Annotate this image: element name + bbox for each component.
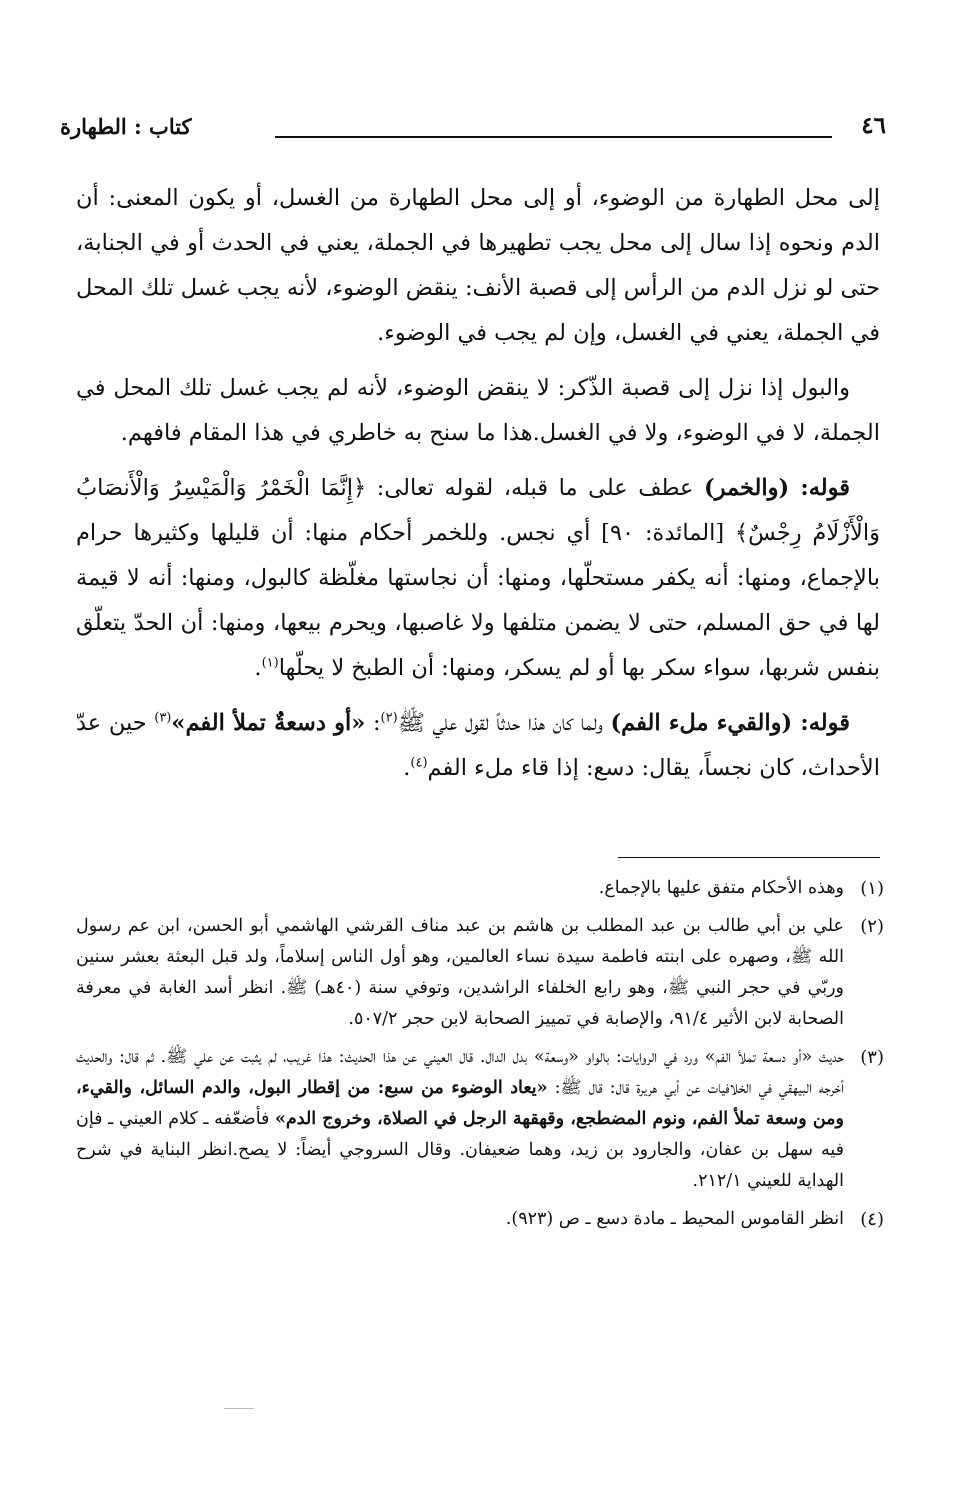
footnote-number: (٣) — [860, 1047, 884, 1068]
footnotes — [76, 873, 884, 1242]
scan-mark — [224, 1408, 254, 1409]
hadith-quote: «أو دسعةٌ تملأ الفم» — [171, 710, 366, 736]
footnote-ref[interactable]: (٢) — [380, 710, 398, 726]
footnote-text: وهذه الأحكام متفق عليها بالإجماع. — [598, 878, 844, 898]
footnote-4 — [76, 1204, 884, 1235]
hadith-quote: «يعاد الوضوء من سبع: من إقطار البول، والدم السائل، والقيء، ومن وسعة تملأ الفم، ونوم المضطجع، وقهقهة الرجل في الصلاة، وخروج الدم» — [76, 1078, 844, 1129]
footnote-text-part: حديث «أو دسعة تملأ الفم» ورد في الروايات: بالواو «وسعة» بدل الدال. قال العيني عن هذا الحديث: هذا غريب، لم يثبت عن علي ﷺ. ثم قال: والحديث أخرجه البيهقي في الخلافيات عن أبي هريرة قال: قال ﷺ: — [76, 1047, 844, 1098]
paragraph-end: . — [403, 755, 411, 781]
paragraph-1: إلى محل الطهارة من الوضوء، أو إلى محل الطهارة من الغسل، أو يكون المعنى: أن الدم ونحوه إذا سال إلى محل يجب تطهيرها في الجملة، يعني في الحدث أو في الجنابة، حتى لو نزل الدم من الرأس إلى قصبة الأنف: ينقض الوضوء، لأنه يجب غسل تلك المحل في الجملة، يعني في الغسل، وإن لم يجب في الوضوء. — [76, 185, 880, 346]
header-rule — [275, 136, 832, 138]
running-header — [60, 112, 886, 146]
paragraph-vomit — [76, 701, 880, 791]
footnote-number: (٢) — [860, 916, 884, 937]
paragraph-lead: قوله: (والخمر) — [703, 475, 850, 501]
footnote-text: علي بن أبي طالب بن عبد المطلب بن هاشم بن عبد مناف القرشي الهاشمي أبو الحسن، ابن عم رسول الله ﷺ، وصهره على ابنته فاطمة سيدة نساء العالمين، وهو أول الناس إسلاماً، ولد قبل البعثة بعشر سنين وربّي في حجر النبي ﷺ، وهو رابع الخلفاء الراشدين، وتوفي سنة (٤٠هـ) ﷺ. انظر أسد الغابة في معرفة الصحابة لابن الأثير ٩١/٤، والإصابة في تمييز الصحابة لابن حجر ٥٠٧/٢. — [76, 916, 844, 1029]
book-title: كتاب : الطهارة — [60, 114, 192, 139]
footnotes-divider — [618, 857, 880, 858]
paragraph-text: : — [365, 710, 381, 736]
paragraph-wine — [76, 466, 880, 691]
footnote-3 — [76, 1042, 884, 1197]
paragraph-text: عطف على ما قبله، لقوله تعالى: ﴿إِنَّمَا الْخَمْرُ وَالْمَيْسِرُ وَالْأَنصَابُ وَالْأَزْلَامُ رِجْسٌ﴾ [المائدة: ٩٠] أي نجس. وللخمر أحكام منها: أن قليلها وكثيرها حرام بالإجماع، ومنها: أنه يكفر مستحلّها، ومنها: أن نجاستها مغلّظة كالبول، ومنها: أنه لا قيمة لها في حق المسلم، حتى لا يضمن متلفها ولا غاصبها، ويحرم بيعها، ومنها: أن الحدّ يتعلّق بنفس شربها، سواء سكر بها أو لم يسكر، ومنها: أن الطبخ لا يحلّها — [76, 475, 880, 681]
paragraph-2: والبول إذا نزل إلى قصبة الذّكر: لا ينقض الوضوء، لأنه لم يجب غسل تلك المحل في الجملة، لا في الوضوء، ولا في الغسل.هذا ما سنح به خاطري في هذا المقام فافهم. — [76, 375, 880, 446]
footnote-text — [76, 1042, 844, 1197]
paragraph-lead: قوله: (والقيء ملء الفم) — [610, 710, 850, 736]
paragraph-text: ولما كان هذا حدثاً لقول علي ﷺ — [397, 710, 611, 736]
footnote-ref[interactable]: (١) — [261, 655, 279, 671]
footnote-ref[interactable]: (٤) — [410, 755, 428, 771]
page-number: ٤٦ — [861, 112, 886, 139]
footnote-ref[interactable]: (٣) — [154, 710, 172, 726]
main-text — [76, 176, 880, 801]
footnote-text: انظر القاموس المحيط ـ مادة دسع ـ ص (٩٢٣). — [505, 1209, 844, 1229]
footnote-text-part: فأضعّفه ـ كلام العيني ـ فإن فيه سهل بن عفان، والجارود بن زيد، وهما ضعيفان. وقال السروجي أيضاً: لا يصح.انظر البناية في شرح الهداية للعيني ٢١٢/١. — [76, 1109, 844, 1191]
paragraph-text: حين عدّ الأحداث، كان نجساً، يقال: دسع: إذا قاء ملء الفم — [76, 710, 880, 781]
footnote-number: (١) — [860, 878, 884, 899]
footnote-2 — [76, 911, 884, 1035]
footnote-1 — [76, 873, 884, 904]
footnote-number: (٤) — [860, 1209, 884, 1230]
paragraph-end: . — [254, 655, 262, 681]
